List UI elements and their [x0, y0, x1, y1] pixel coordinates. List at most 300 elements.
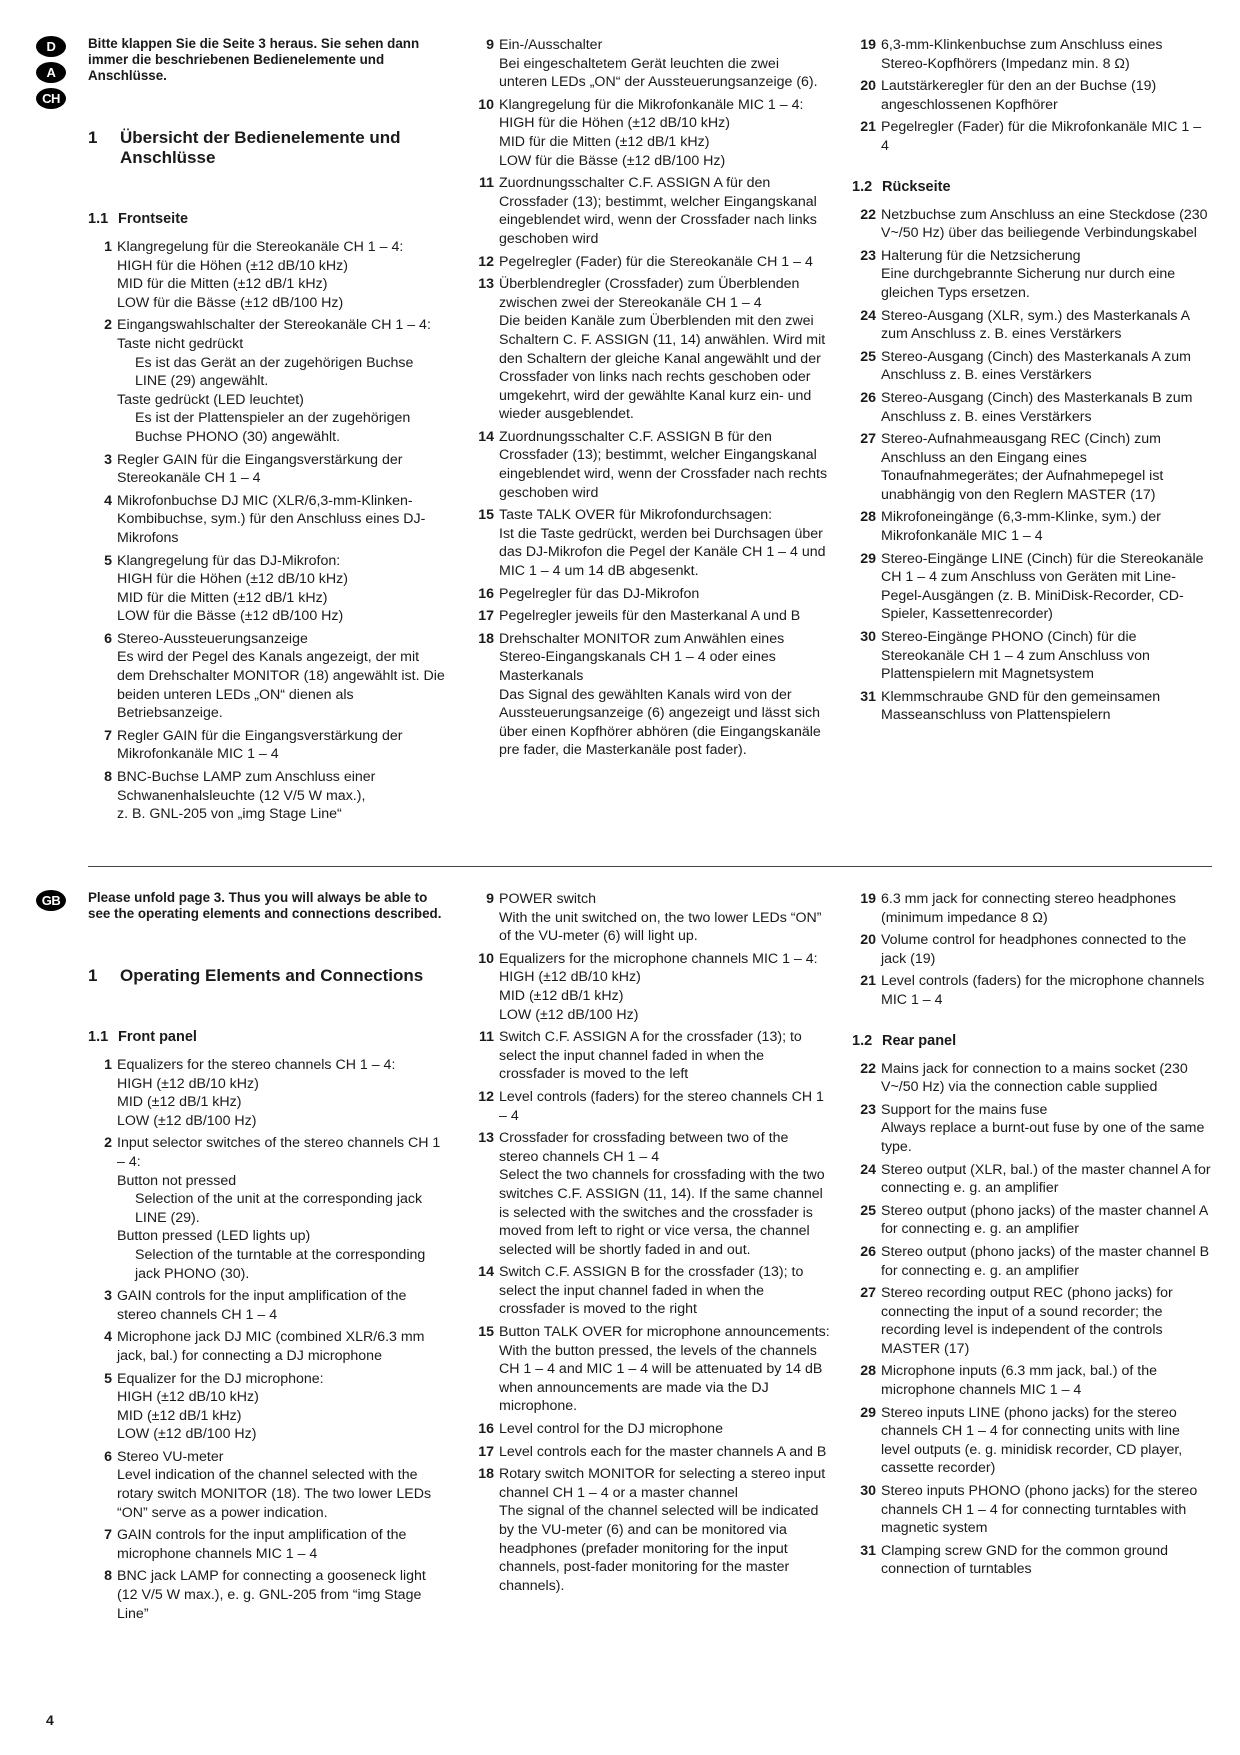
- item-text: [881, 1404, 1212, 1478]
- item-line: Stereo-Ausgang (Cinch) des Masterkanals A zum Anschluss z. B. eines Verstärkers: [881, 348, 1191, 384]
- item-number: 22: [860, 206, 876, 223]
- list-item: [470, 36, 830, 92]
- item-line: z. B. GNL-205 von „img Stage Line“: [117, 806, 342, 823]
- list-item: [470, 607, 830, 626]
- list-item: [88, 1448, 448, 1522]
- item-text: [881, 430, 1212, 504]
- item-text: [881, 628, 1212, 684]
- list-item: [852, 77, 1212, 114]
- list-item: [470, 1465, 830, 1595]
- list-item: [852, 890, 1212, 927]
- item-text: [881, 890, 1212, 927]
- item-text: [499, 1129, 830, 1259]
- item-number: 1: [104, 1057, 112, 1073]
- item-number: 25: [860, 1202, 876, 1219]
- gb-items: [852, 1060, 1212, 1579]
- list-item: [852, 931, 1212, 968]
- item-number: 1: [104, 239, 112, 255]
- item-line: Stereo-Eingänge PHONO (Cinch) für die Stereokanäle CH 1 – 4 zum Anschluss von Plattenspielern mit Magnetsystem: [881, 629, 1150, 683]
- item-number: 16: [478, 585, 494, 602]
- item-number: 26: [860, 389, 876, 406]
- item-number: 2: [104, 317, 112, 334]
- item-line: Mikrofoneingänge (6,3-mm-Klinke, sym.) der Mikrofonkanäle MIC 1 – 4: [881, 509, 1161, 545]
- page-number: 4: [46, 1712, 54, 1728]
- item-number: 10: [478, 950, 494, 967]
- de-column-2: [470, 36, 830, 764]
- item-number: 29: [860, 550, 876, 567]
- list-item: [88, 727, 448, 764]
- item-text: [499, 1465, 830, 1595]
- item-line: MID (±12 dB/1 kHz): [117, 1407, 242, 1424]
- item-text: [117, 1287, 448, 1324]
- item-number: 22: [860, 1060, 876, 1077]
- item-text: [117, 1056, 448, 1130]
- de-items: [852, 36, 1212, 156]
- item-line: Taste nicht gedrückt: [117, 335, 244, 352]
- item-number: 18: [478, 630, 494, 647]
- list-item: [852, 36, 1212, 73]
- item-line: Drehschalter MONITOR zum Anwählen eines Stereo-Eingangskanals CH 1 – 4 oder eines Masterkanals: [499, 630, 785, 684]
- item-text: [117, 238, 448, 312]
- item-number: 31: [860, 1542, 876, 1559]
- item-text: [881, 931, 1212, 968]
- list-item: [852, 247, 1212, 303]
- item-line: LOW für die Bässe (±12 dB/100 Hz): [117, 608, 344, 625]
- list-item: [88, 1526, 448, 1563]
- list-item: [470, 253, 830, 272]
- item-line: Stereo VU-meter: [117, 1448, 224, 1465]
- item-text: [499, 1263, 830, 1319]
- item-line: Pegelregler (Fader) für die Mikrofonkanäle MIC 1 – 4: [881, 119, 1202, 154]
- item-line: Level controls (faders) for the stereo channels CH 1 – 4: [499, 1088, 824, 1124]
- list-item: [852, 550, 1212, 624]
- item-line: Ein-/Ausschalter: [499, 37, 603, 53]
- item-line: Halterung für die Netzsicherung: [881, 247, 1081, 264]
- list-item: [852, 688, 1212, 725]
- item-number: 20: [860, 932, 876, 949]
- list-item: [852, 1101, 1212, 1157]
- item-line: Das Signal des gewählten Kanals wird von der Aussteuerungsanzeige (6) angezeigt und lässt sich über einen Kopfhörer abhören (die Eingangskanäle pre fader, die Masterkanäle post fader).: [499, 686, 821, 759]
- item-text: [881, 247, 1212, 303]
- item-line: HIGH für die Höhen (±12 dB/10 kHz): [499, 115, 730, 132]
- item-text: [499, 1088, 830, 1125]
- item-text: [117, 492, 448, 548]
- item-text: [117, 552, 448, 626]
- item-number: 23: [860, 247, 876, 264]
- item-line: GAIN controls for the input amplification of the stereo channels CH 1 – 4: [117, 1288, 407, 1323]
- item-line: Es ist der Plattenspieler an der zugehörigen Buchse PHONO (30) angewählt.: [135, 410, 411, 445]
- item-number: 11: [479, 175, 494, 192]
- list-item: [88, 238, 448, 312]
- item-number: 8: [104, 769, 112, 786]
- item-number: 28: [860, 509, 876, 526]
- item-number: 15: [478, 1324, 494, 1341]
- item-line: Volume control for headphones connected to the jack (19): [881, 932, 1187, 967]
- item-line: HIGH (±12 dB/10 kHz): [499, 969, 641, 986]
- item-number: 5: [104, 1370, 112, 1387]
- item-line: MID für die Mitten (±12 dB/1 kHz): [117, 589, 328, 606]
- list-item: [88, 451, 448, 488]
- item-line: Klangregelung für die Mikrofonkanäle MIC 1 – 4:: [499, 96, 804, 113]
- item-text: [499, 585, 830, 604]
- item-line: LOW (±12 dB/100 Hz): [117, 1426, 257, 1443]
- item-line: Es ist das Gerät an der zugehörigen Buchse LINE (29) angewählt.: [135, 354, 414, 390]
- item-line: GAIN controls for the input amplification of the microphone channels MIC 1 – 4: [117, 1527, 407, 1562]
- item-line: Rotary switch MONITOR for selecting a stereo input channel CH 1 – 4 or a master channel: [499, 1466, 826, 1501]
- item-line: Regler GAIN für die Eingangsverstärkung der Mikrofonkanäle MIC 1 – 4: [117, 727, 403, 763]
- list-item: [88, 1370, 448, 1444]
- list-item: [470, 428, 830, 502]
- item-text: [117, 1134, 448, 1283]
- list-item: [852, 628, 1212, 684]
- item-number: 10: [478, 96, 494, 113]
- item-line: Stereo output (phono jacks) of the master channel B for connecting e. g. an amplifier: [881, 1243, 1210, 1279]
- list-item: [470, 890, 830, 946]
- item-line: Equalizers for the stereo channels CH 1 – 4:: [117, 1057, 396, 1073]
- item-number: 31: [860, 688, 876, 705]
- list-item: [470, 96, 830, 170]
- item-line: Regler GAIN für die Eingangsverstärkung der Stereokanäle CH 1 – 4: [117, 451, 403, 487]
- item-line: Mains jack for connection to a mains socket (230 V~/50 Hz) via the connection cable supplied: [881, 1060, 1188, 1096]
- list-item: [88, 630, 448, 723]
- item-number: 13: [478, 276, 494, 293]
- item-line: Switch C.F. ASSIGN A for the crossfader (13); to select the input channel faded in when the crossfader is moved to the left: [499, 1029, 802, 1083]
- item-line: With the unit switched on, the two lower LEDs “ON” of the VU-meter (6) will light up.: [499, 909, 822, 945]
- gb-items: [852, 890, 1212, 1010]
- item-line: Klemmschraube GND für den gemeinsamen Masseanschluss von Plattenspielern: [881, 688, 1161, 724]
- item-text: [499, 1443, 830, 1462]
- item-number: 26: [860, 1243, 876, 1260]
- item-text: [117, 727, 448, 764]
- item-text: [499, 1420, 830, 1439]
- item-text: [499, 96, 830, 170]
- item-line: Switch C.F. ASSIGN B for the crossfader (13); to select the input channel faded in when the crossfader is moved to the right: [499, 1264, 804, 1318]
- list-item: [470, 1028, 830, 1084]
- item-line: Netzbuchse zum Anschluss an eine Steckdose (230 V~/50 Hz) über das beiliegende Verbindungskabel: [881, 206, 1208, 242]
- item-line: POWER switch: [499, 891, 596, 907]
- item-text: [117, 1526, 448, 1563]
- item-number: 4: [104, 1329, 112, 1346]
- item-text: [881, 1362, 1212, 1399]
- item-line: Support for the mains fuse: [881, 1101, 1048, 1118]
- item-number: 8: [104, 1568, 112, 1585]
- item-number: 24: [860, 307, 876, 324]
- item-line: Selection of the unit at the corresponding jack LINE (29).: [135, 1191, 423, 1226]
- de-section-heading: 1 Übersicht der Bedienelemente und Anschlüsse: [88, 128, 401, 167]
- item-line: Zuordnungsschalter C.F. ASSIGN A für den Crossfader (13); bestimmt, welcher Eingangskanal eingeblendet wird, wenn der Crossfader nach links geschoben wird: [499, 175, 817, 247]
- item-number: 17: [478, 1443, 494, 1460]
- item-text: [117, 451, 448, 488]
- item-line: Mikrofonbuchse DJ MIC (XLR/6,3-mm-Klinken-Kombibuchse, sym.) für den Anschluss eines DJ-Mikrofons: [117, 492, 426, 546]
- list-item: [470, 506, 830, 580]
- list-item: [852, 206, 1212, 243]
- item-line: Stereo recording output REC (phono jacks) for connecting the input of a sound recorder; the recording level is independent of the controls MASTER (17): [881, 1285, 1173, 1357]
- item-line: HIGH für die Höhen (±12 dB/10 kHz): [117, 257, 348, 274]
- list-item: [470, 174, 830, 248]
- item-line: Stereo-Eingänge LINE (Cinch) für die Stereokanäle CH 1 – 4 zum Anschluss von Geräten mit Line-Pegel-Ausgängen (z. B. MiniDisk-Recorder, CD-Spieler, Kassettenrecorder): [881, 550, 1204, 623]
- item-text: [881, 1243, 1212, 1280]
- item-text: [881, 118, 1212, 155]
- item-line: Equalizers for the microphone channels MIC 1 – 4:: [499, 950, 818, 967]
- item-line: Stereo-Ausgang (Cinch) des Masterkanals B zum Anschluss z. B. eines Verstärkers: [881, 389, 1193, 425]
- gb-section-heading: 1 Operating Elements and Connections: [88, 966, 424, 985]
- item-text: [117, 1328, 448, 1365]
- item-line: Stereo inputs LINE (phono jacks) for the stereo channels CH 1 – 4 for connecting units with line level outputs (e. g. minidisk recorder, CD player, cassette recorder): [881, 1404, 1183, 1477]
- item-text: [881, 36, 1212, 73]
- item-text: [881, 972, 1212, 1009]
- item-line: Crossfader for crossfading between two of the stereo channels CH 1 – 4: [499, 1130, 789, 1165]
- item-line: MID (±12 dB/1 kHz): [499, 987, 624, 1004]
- item-text: [499, 275, 830, 424]
- item-number: 20: [860, 78, 876, 95]
- item-number: 12: [478, 1088, 494, 1105]
- item-line: Stereo inputs PHONO (phono jacks) for the stereo channels CH 1 – 4 for connecting turntables with magnetic system: [881, 1483, 1198, 1537]
- item-text: [499, 630, 830, 760]
- gb-items: [470, 890, 830, 1595]
- item-line: Stereo-Ausgang (XLR, sym.) des Masterkanals A zum Anschluss z. B. eines Verstärkers: [881, 307, 1190, 343]
- item-number: 14: [478, 1264, 494, 1281]
- item-text: [499, 174, 830, 248]
- item-text: [499, 1028, 830, 1084]
- item-text: [499, 607, 830, 626]
- item-number: 21: [860, 973, 876, 990]
- item-line: Klangregelung für das DJ-Mikrofon:: [117, 552, 341, 569]
- item-line: Button not pressed: [117, 1172, 237, 1189]
- item-number: 5: [104, 552, 112, 569]
- list-item: [88, 1567, 448, 1623]
- item-number: 23: [860, 1101, 876, 1118]
- item-number: 13: [478, 1130, 494, 1147]
- item-line: 6.3 mm jack for connecting stereo headphones (minimum impedance 8 Ω): [881, 891, 1176, 926]
- item-number: 29: [860, 1404, 876, 1421]
- item-text: [499, 428, 830, 502]
- gb-column-2: [470, 890, 830, 1599]
- item-line: BNC-Buchse LAMP zum Anschluss einer Schwanenhalsleuchte (12 V/5 W max.),: [117, 769, 376, 804]
- list-item: [852, 1060, 1212, 1097]
- list-item: [88, 492, 448, 548]
- item-text: [117, 316, 448, 446]
- list-item: [470, 1323, 830, 1416]
- item-line: MID für die Mitten (±12 dB/1 kHz): [117, 276, 328, 293]
- list-item: [852, 1362, 1212, 1399]
- item-line: Die beiden Kanäle zum Überblenden mit den zwei Schaltern C. F. ASSIGN (11, 14) anwählen. Wird mit den Schaltern der gleiche Kanal angewählt und der Crossfader von links nach rechts geschoben oder umgekehrt, wird der gewählte Kanal kurz ein- und wieder ausgeblendet.: [499, 313, 826, 423]
- item-line: The signal of the channel selected will be indicated by the VU-meter (6) and can be monitored via headphones (prefader monitoring for the input channels, post-fader monitoring for the master channels).: [499, 1503, 819, 1594]
- item-text: [881, 1101, 1212, 1157]
- item-text: [881, 1284, 1212, 1358]
- list-item: [88, 552, 448, 626]
- item-text: [881, 348, 1212, 385]
- list-item: [88, 1134, 448, 1283]
- list-item: [852, 1482, 1212, 1538]
- item-line: Level controls (faders) for the microphone channels MIC 1 – 4: [881, 973, 1205, 1008]
- item-line: HIGH für die Höhen (±12 dB/10 kHz): [117, 571, 348, 588]
- item-line: Lautstärkeregler für den an der Buchse (19) angeschlossenen Kopfhörer: [881, 78, 1157, 113]
- item-number: 27: [860, 1285, 876, 1302]
- item-number: 28: [860, 1363, 876, 1380]
- item-line: Ist die Taste gedrückt, werden bei Durchsagen über das DJ-Mikrofon die Pegel der Kanäle CH 1 – 4 und MIC 1 – 4 um 14 dB abgesenkt.: [499, 525, 826, 580]
- item-line: Pegelregler für das DJ-Mikrofon: [499, 585, 700, 602]
- item-line: Klangregelung für die Stereokanäle CH 1 – 4:: [117, 239, 404, 255]
- de-rear-heading: 1.2 Rückseite: [852, 178, 951, 195]
- list-item: [852, 1161, 1212, 1198]
- item-line: Button TALK OVER for microphone announcements:: [499, 1324, 830, 1341]
- item-text: [881, 1060, 1212, 1097]
- list-item: [88, 316, 448, 446]
- de-items: [88, 238, 448, 824]
- item-line: Eine durchgebrannte Sicherung nur durch eine gleichen Typs ersetzen.: [881, 266, 1176, 301]
- item-text: [499, 506, 830, 580]
- flag-a: A: [36, 62, 66, 83]
- language-flags: [36, 890, 70, 916]
- language-flags: [36, 36, 70, 114]
- list-item: [852, 508, 1212, 545]
- item-line: LOW (±12 dB/100 Hz): [117, 1112, 257, 1129]
- list-item: [88, 1328, 448, 1365]
- flag-ch: CH: [36, 88, 66, 109]
- item-text: [499, 36, 830, 92]
- item-number: 30: [860, 1483, 876, 1500]
- item-number: 27: [860, 431, 876, 448]
- list-item: [852, 348, 1212, 385]
- list-item: [88, 768, 448, 824]
- item-number: 21: [860, 119, 876, 136]
- item-text: [881, 1202, 1212, 1239]
- item-number: 4: [104, 492, 112, 509]
- item-line: Stereo output (phono jacks) of the master channel A for connecting e. g. an amplifier: [881, 1202, 1208, 1238]
- item-number: 11: [479, 1029, 494, 1046]
- english-section: [0, 890, 1240, 1690]
- item-line: Equalizer for the DJ microphone:: [117, 1370, 324, 1387]
- item-line: Level indication of the channel selected with the rotary switch MONITOR (18). The two lower LEDs “ON” serve as a power indication.: [117, 1467, 432, 1521]
- item-text: [499, 950, 830, 1024]
- item-number: 19: [860, 891, 876, 907]
- item-line: Microphone inputs (6.3 mm jack, bal.) of the microphone channels MIC 1 – 4: [881, 1363, 1157, 1399]
- item-line: Pegelregler jeweils für den Masterkanal A und B: [499, 608, 801, 625]
- de-front-heading: 1.1 Frontseite: [88, 211, 189, 227]
- list-item: [470, 950, 830, 1024]
- flag-gb: GB: [36, 890, 66, 911]
- item-text: [117, 1370, 448, 1444]
- item-line: BNC jack LAMP for connecting a gooseneck light (12 V/5 W max.), e. g. GNL-205 from “img Stage Line”: [117, 1568, 426, 1622]
- divider: [88, 866, 1212, 867]
- item-line: Microphone jack DJ MIC (combined XLR/6.3 mm jack, bal.) for connecting a DJ microphone: [117, 1329, 425, 1364]
- item-line: Bei eingeschaltetem Gerät leuchten die zwei unteren LEDs „ON“ der Aussteuerungsanzeige (6).: [499, 55, 818, 91]
- item-text: [117, 1567, 448, 1623]
- item-number: 7: [104, 1527, 112, 1544]
- item-number: 12: [478, 253, 494, 270]
- item-number: 30: [860, 629, 876, 646]
- list-item: [470, 585, 830, 604]
- item-text: [881, 550, 1212, 624]
- item-line: HIGH (±12 dB/10 kHz): [117, 1075, 259, 1092]
- item-line: Es wird der Pegel des Kanals angezeigt, der mit dem Drehschalter MONITOR (18) angewählt ist. Die beiden unteren LEDs „ON“ dienen als Betriebsanzeige.: [117, 649, 445, 722]
- item-text: [499, 253, 830, 272]
- item-number: 9: [486, 891, 494, 907]
- list-item: [852, 972, 1212, 1009]
- item-line: Überblendregler (Crossfader) zum Überblenden zwischen zwei der Stereokanäle CH 1 – 4: [499, 276, 800, 311]
- item-text: [117, 768, 448, 824]
- list-item: [852, 1542, 1212, 1579]
- item-number: 19: [860, 37, 876, 53]
- de-column-3: [852, 36, 1212, 729]
- item-line: Taste gedrückt (LED leuchtet): [117, 391, 304, 408]
- list-item: [852, 118, 1212, 155]
- item-line: Taste TALK OVER für Mikrofondurchsagen:: [499, 507, 773, 524]
- item-text: [881, 688, 1212, 725]
- item-line: Input selector switches of the stereo channels CH 1 – 4:: [117, 1135, 441, 1170]
- item-line: Level controls each for the master channels A and B: [499, 1443, 827, 1460]
- item-text: [881, 77, 1212, 114]
- list-item: [470, 1420, 830, 1439]
- item-number: 9: [486, 37, 494, 53]
- item-text: [499, 1323, 830, 1416]
- item-line: Stereo output (XLR, bal.) of the master channel A for connecting e. g. an amplifier: [881, 1161, 1211, 1197]
- list-item: [470, 275, 830, 424]
- de-intro: Bitte klappen Sie die Seite 3 heraus. Sie sehen dann immer die beschriebenen Bedienelemente und Anschlüsse.: [88, 36, 420, 83]
- item-line: HIGH (±12 dB/10 kHz): [117, 1389, 259, 1406]
- item-text: [881, 206, 1212, 243]
- item-number: 3: [104, 1288, 112, 1305]
- item-line: Stereo-Aussteuerungsanzeige: [117, 630, 308, 647]
- item-number: 25: [860, 348, 876, 365]
- gb-rear-heading: 1.2 Rear panel: [852, 1032, 957, 1049]
- item-line: Button pressed (LED lights up): [117, 1228, 311, 1245]
- item-line: LOW für die Bässe (±12 dB/100 Hz): [117, 294, 344, 311]
- item-number: 6: [104, 1448, 112, 1465]
- gb-intro: Please unfold page 3. Thus you will always be able to see the operating elements and connections described.: [88, 890, 442, 921]
- gb-column-3: [852, 890, 1212, 1583]
- list-item: [470, 1129, 830, 1259]
- item-text: [881, 1542, 1212, 1579]
- item-line: Clamping screw GND for the common ground connection of turntables: [881, 1542, 1169, 1578]
- flag-d: D: [36, 36, 66, 57]
- list-item: [470, 1088, 830, 1125]
- item-line: Zuordnungsschalter C.F. ASSIGN B für den Crossfader (13); bestimmt, welcher Eingangskanal eingeblendet wird, wenn der Crossfader nach rechts geschoben wird: [499, 428, 828, 501]
- german-section: [0, 36, 1240, 856]
- item-line: Stereo-Aufnahmeausgang REC (Cinch) zum Anschluss an den Eingang eines Tonaufnahmegerätes; der Aufnahmepegel ist unabhängig von den Reglern MASTER (17): [881, 431, 1164, 503]
- item-line: LOW für die Bässe (±12 dB/100 Hz): [499, 152, 726, 169]
- item-number: 7: [104, 727, 112, 744]
- item-line: Eingangswahlschalter der Stereokanäle CH 1 – 4:: [117, 317, 431, 334]
- item-number: 6: [104, 630, 112, 647]
- list-item: [852, 430, 1212, 504]
- item-text: [881, 389, 1212, 426]
- item-text: [117, 630, 448, 723]
- list-item: [470, 630, 830, 760]
- de-items: [852, 206, 1212, 725]
- item-line: Always replace a burnt-out fuse by one of the same type.: [881, 1120, 1205, 1155]
- item-text: [881, 1161, 1212, 1198]
- list-item: [852, 1284, 1212, 1358]
- item-line: Level control for the DJ microphone: [499, 1421, 723, 1438]
- item-number: 24: [860, 1161, 876, 1178]
- list-item: [852, 1243, 1212, 1280]
- gb-column-1: [88, 890, 448, 1627]
- de-items: [470, 36, 830, 760]
- item-text: [881, 508, 1212, 545]
- item-line: 6,3-mm-Klinkenbuchse zum Anschluss eines Stereo-Kopfhörers (Impedanz min. 8 Ω): [881, 37, 1163, 72]
- item-text: [499, 890, 830, 946]
- item-line: Selection of the turntable at the corresponding jack PHONO (30).: [135, 1246, 426, 1282]
- gb-front-heading: 1.1 Front panel: [88, 1029, 197, 1045]
- item-number: 3: [104, 451, 112, 468]
- item-line: MID (±12 dB/1 kHz): [117, 1094, 242, 1111]
- item-number: 16: [478, 1421, 494, 1438]
- item-line: Select the two channels for crossfading with the two switches C.F. ASSIGN (11, 14). If the same channel is selected with the switches and the crossfader is moved from left to right or vice versa, the channel selected will be shortly faded in and out.: [499, 1167, 825, 1258]
- item-number: 17: [478, 608, 494, 625]
- item-line: LOW (±12 dB/100 Hz): [499, 1006, 639, 1023]
- item-text: [881, 307, 1212, 344]
